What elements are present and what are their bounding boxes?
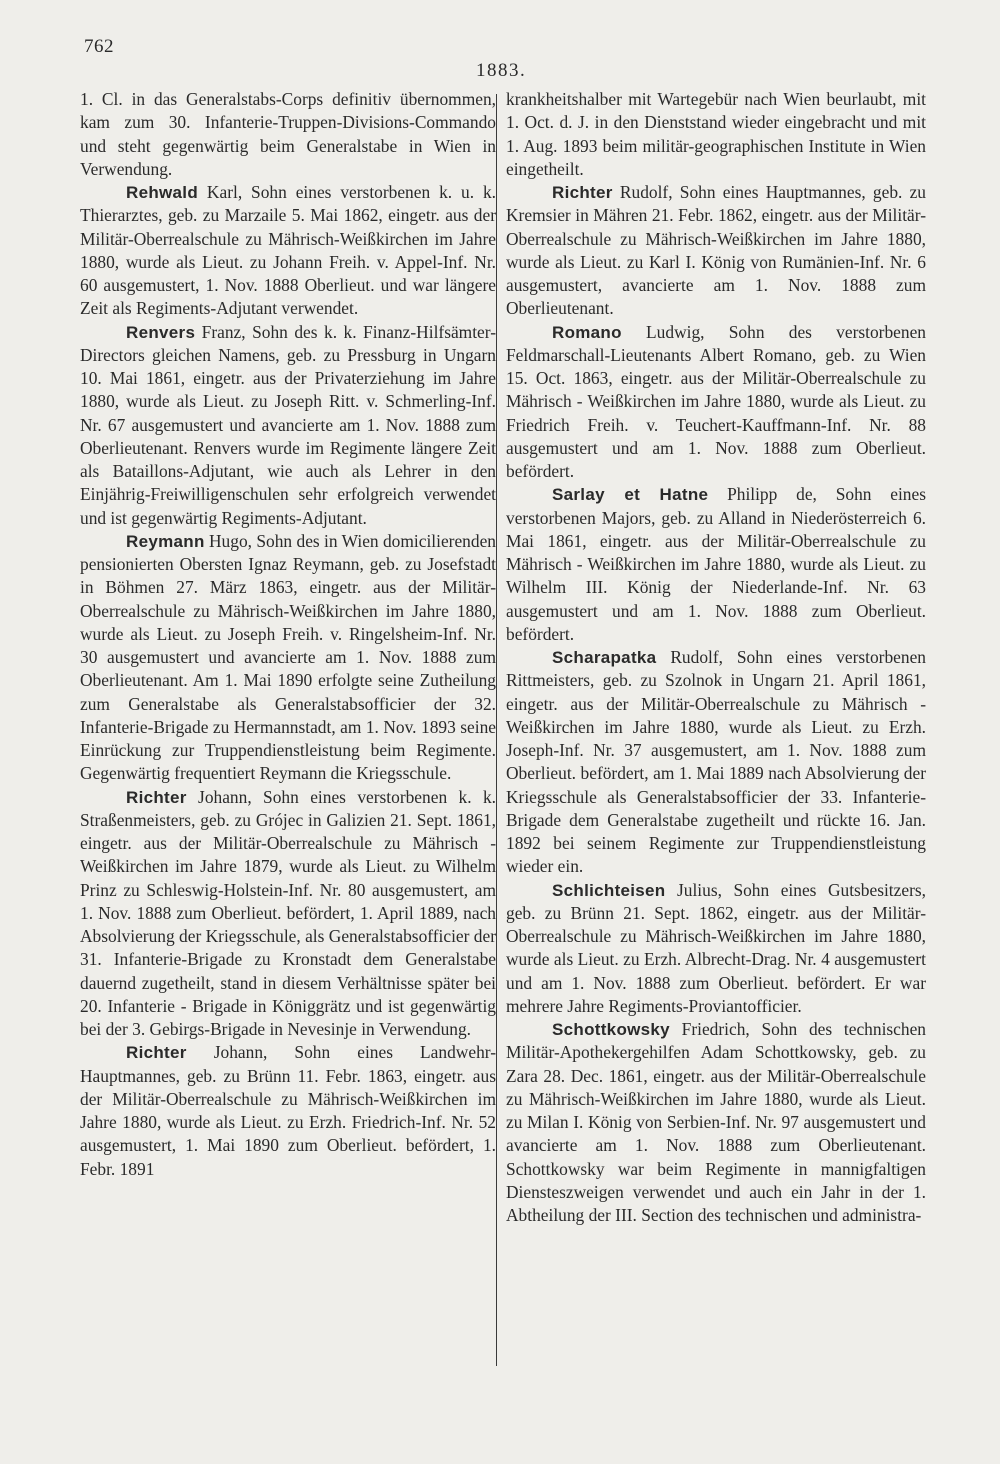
entry-surname: Romano <box>552 322 622 342</box>
entry-text: 1. Cl. in das Generalstabs-Corps definitiv übernommen, kam zum 30. Infanterie-Truppen-Divisions-Commando und steht gegenwärtig beim Generalstabe in Wien in Verwendung. <box>80 89 496 179</box>
entry-text: Karl, Sohn eines verstorbenen k. u. k. Thierarztes, geb. zu Marzaile 5. Mai 1862, eingetr. aus der Militär-Oberrealschule zu Mährisch-Weißkirchen im Jahre 1880, wurde als Lieut. zu Johann Freih. v. Appel-Inf. Nr. 60 ausgemustert, 1. Nov. 1888 Oberlieut. und war längere Zeit als Regiments-Adjutant verwendet. <box>80 182 496 319</box>
entry-sarlay <box>506 483 926 646</box>
entry-text: Johann, Sohn eines Landwehr-Hauptmannes, geb. zu Brünn 11. Febr. 1863, eingetr. aus der Militär-Oberrealschule zu Mährisch-Weißkirchen im Jahre 1880, wurde als Lieut. zu Erzh. Friedrich-Inf. Nr. 52 ausgemustert, 1. Mai 1890 zum Oberlieut. befördert, 1. Febr. 1891 <box>80 1042 496 1179</box>
entry-scharapatka <box>506 646 926 879</box>
entry-schottkowsky <box>506 1018 926 1227</box>
entry-reymann <box>80 530 496 786</box>
entry-richter-rudolf <box>506 181 926 321</box>
entry-richter-johann-1 <box>80 786 496 1042</box>
entry-text: Rudolf, Sohn eines Hauptmannes, geb. zu Kremsier in Mähren 21. Febr. 1862, eingetr. aus der Militär-Oberrealschule zu Mährisch-Weißkirchen im Jahre 1880, wurde als Lieut. zu Karl I. König von Rumänien-Inf. Nr. 6 ausgemustert, avancierte am 1. Nov. 1888 zum Oberlieutenant. <box>506 182 926 319</box>
entry-text: Franz, Sohn des k. k. Finanz-Hilfsämter-Directors gleichen Namens, geb. zu Pressburg in Ungarn 10. Mai 1861, eingetr. aus der Privaterziehung im Jahre 1880, wurde als Lieut. zu Joseph Ritt. v. Schmerling-Inf. Nr. 67 ausgemustert und avancierte am 1. Nov. 1888 zum Oberlieutenant. Renvers wurde im Regimente längere Zeit als Bataillons-Adjutant, wie auch als Lehrer in den Einjährig-Freiwilligenschulen sehr erfolgreich verwendet und ist gegenwärtig Regiments-Adjutant. <box>80 321 496 528</box>
entry-schlichteisen <box>506 879 926 1019</box>
entry-text: krankheitshalber mit Wartegebür nach Wien beurlaubt, mit 1. Oct. d. J. in den Dienststand wieder eingebracht und mit 1. Aug. 1893 beim militär-geographischen Institute in Wien eingetheilt. <box>506 89 926 179</box>
entry-text: Ludwig, Sohn des verstorbenen Feldmarschall-Lieutenants Albert Romano, geb. zu Wien 15. Oct. 1863, eingetr. aus der Militär-Oberrealschule zu Mährisch - Weißkirchen im Jahre 1880, wurde als Lieut. zu Friedrich Freih. v. Teuchert-Kauffmann-Inf. Nr. 88 ausgemustert und am 1. Nov. 1888 zum Oberlieut. befördert. <box>506 321 926 481</box>
entry-surname: Schottkowsky <box>552 1020 670 1039</box>
entry-surname: Renvers <box>126 322 196 342</box>
entry-surname: Scharapatka <box>552 648 657 667</box>
entry-continuation <box>506 88 926 181</box>
column-divider <box>496 94 497 1366</box>
entry-text: Julius, Sohn eines Gutsbesitzers, geb. zu Brünn 21. Sept. 1862, eingetr. aus der Militär-Oberrealschule zu Mährisch-Weißkirchen im Jahre 1880, wurde als Lieut. zu Erzh. Albrecht-Drag. Nr. 4 ausgemustert und am 1. Nov. 1888 zum Oberlieut. befördert. Er war mehrere Jahre Regiments-Proviantofficier. <box>506 879 926 1016</box>
entry-renvers <box>80 321 496 530</box>
running-header-year: 1883. <box>476 60 527 81</box>
entry-surname: Sarlay et Hatne <box>552 485 709 505</box>
entry-text: Rudolf, Sohn eines verstorbenen Rittmeisters, geb. zu Szolnok in Ungarn 21. April 1861, eingetr. aus der Militär-Oberrealschule zu Mährisch -Weißkirchen im Jahre 1880, wurde als Lieut. zu Erzh. Joseph-Inf. Nr. 37 ausgemustert, am 1. Nov. 1888 zum Oberlieut. befördert, am 1. Mai 1889 nach Absolvierung der Kriegsschule als Generalstabsofficier der 33. Infanterie-Brigade dem Generalstabe zugetheilt und rückte 16. Jan. 1892 bei seinem Regimente zur Truppendienstleistung wieder ein. <box>506 647 926 877</box>
right-column <box>506 88 926 1378</box>
entry-text: Friedrich, Sohn des technischen Militär-Apothekergehilfen Adam Schottkowsky, geb. zu Zara 28. Dec. 1861, eingetr. aus der Militär-Oberrealschule zu Mährisch-Weißkirchen im Jahre 1880, wurde als Lieut. zu Milan I. König von Serbien-Inf. Nr. 97 ausgemustert und avancierte am 1. Nov. 1888 zum Oberlieutenant. Schottkowsky war beim Regimente in mannigfaltigen Diensteszweigen verwendet und auch ein Jahr in der 1. Abtheilung der III. Section des technischen und administra- <box>506 1019 926 1225</box>
entry-surname: Reymann <box>126 531 205 551</box>
entry-romano <box>506 321 926 484</box>
left-column <box>80 88 496 1378</box>
entry-surname: Richter <box>126 1043 187 1063</box>
entry-richter-johann-2 <box>80 1041 496 1181</box>
page-number: 762 <box>84 36 114 57</box>
entry-continuation <box>80 88 496 181</box>
entry-rehwald <box>80 181 496 321</box>
entry-surname: Richter <box>126 787 187 807</box>
entry-surname: Schlichteisen <box>552 880 666 900</box>
entry-text: Hugo, Sohn des in Wien domicilierenden pensionierten Obersten Ignaz Reymann, geb. zu Josefstadt in Böhmen 27. März 1863, eingetr. aus der Militär-Oberrealschule zu Mährisch-Weißkirchen im Jahre 1880, wurde als Lieut. zu Joseph Freih. v. Ringelsheim-Inf. Nr. 30 ausgemustert und avancierte am 1. Nov. 1888 zum Oberlieutenant. Am 1. Mai 1890 erfolgte seine Zutheilung zum Generalstabe als Generalstabsofficier der 32. Infanterie-Brigade zu Hermannstadt, am 1. Nov. 1893 seine Einrückung zur Truppendienstleistung beim Regimente. Gegenwärtig frequentiert Reymann die Kriegsschule. <box>80 530 496 784</box>
entry-surname: Richter <box>552 183 613 202</box>
entry-text: Johann, Sohn eines verstorbenen k. k. Straßenmeisters, geb. zu Grójec in Galizien 21. Sept. 1861, eingetr. aus der Militär-Oberrealschule zu Mährisch - Weißkirchen im Jahre 1879, wurde als Lieut. zu Wilhelm Prinz zu Schleswig-Holstein-Inf. Nr. 80 ausgemustert, am 1. Nov. 1888 zum Oberlieut. befördert, 1. April 1889, nach Absolvierung der Kriegsschule, als Generalstabsofficier der 31. Infanterie-Brigade zu Kronstadt dem Generalstabe dauernd zugetheilt, stand in diesem Verhältnisse später bei 20. Infanterie - Brigade in Königgrätz und ist gegenwärtig bei der 3. Gebirgs-Brigade in Nevesinje in Verwendung. <box>80 786 496 1039</box>
entry-text: Philipp de, Sohn eines verstorbenen Majors, geb. zu Alland in Niederösterreich 6. Mai 1861, eingetr. aus der Militär-Oberrealschule zu Mährisch - Weißkirchen im Jahre 1880, wurde als Lieut. zu Wilhelm III. König der Niederlande-Inf. Nr. 63 ausgemustert und am 1. Nov. 1888 zum Oberlieut. befördert. <box>506 484 926 644</box>
entry-surname: Rehwald <box>126 183 199 202</box>
